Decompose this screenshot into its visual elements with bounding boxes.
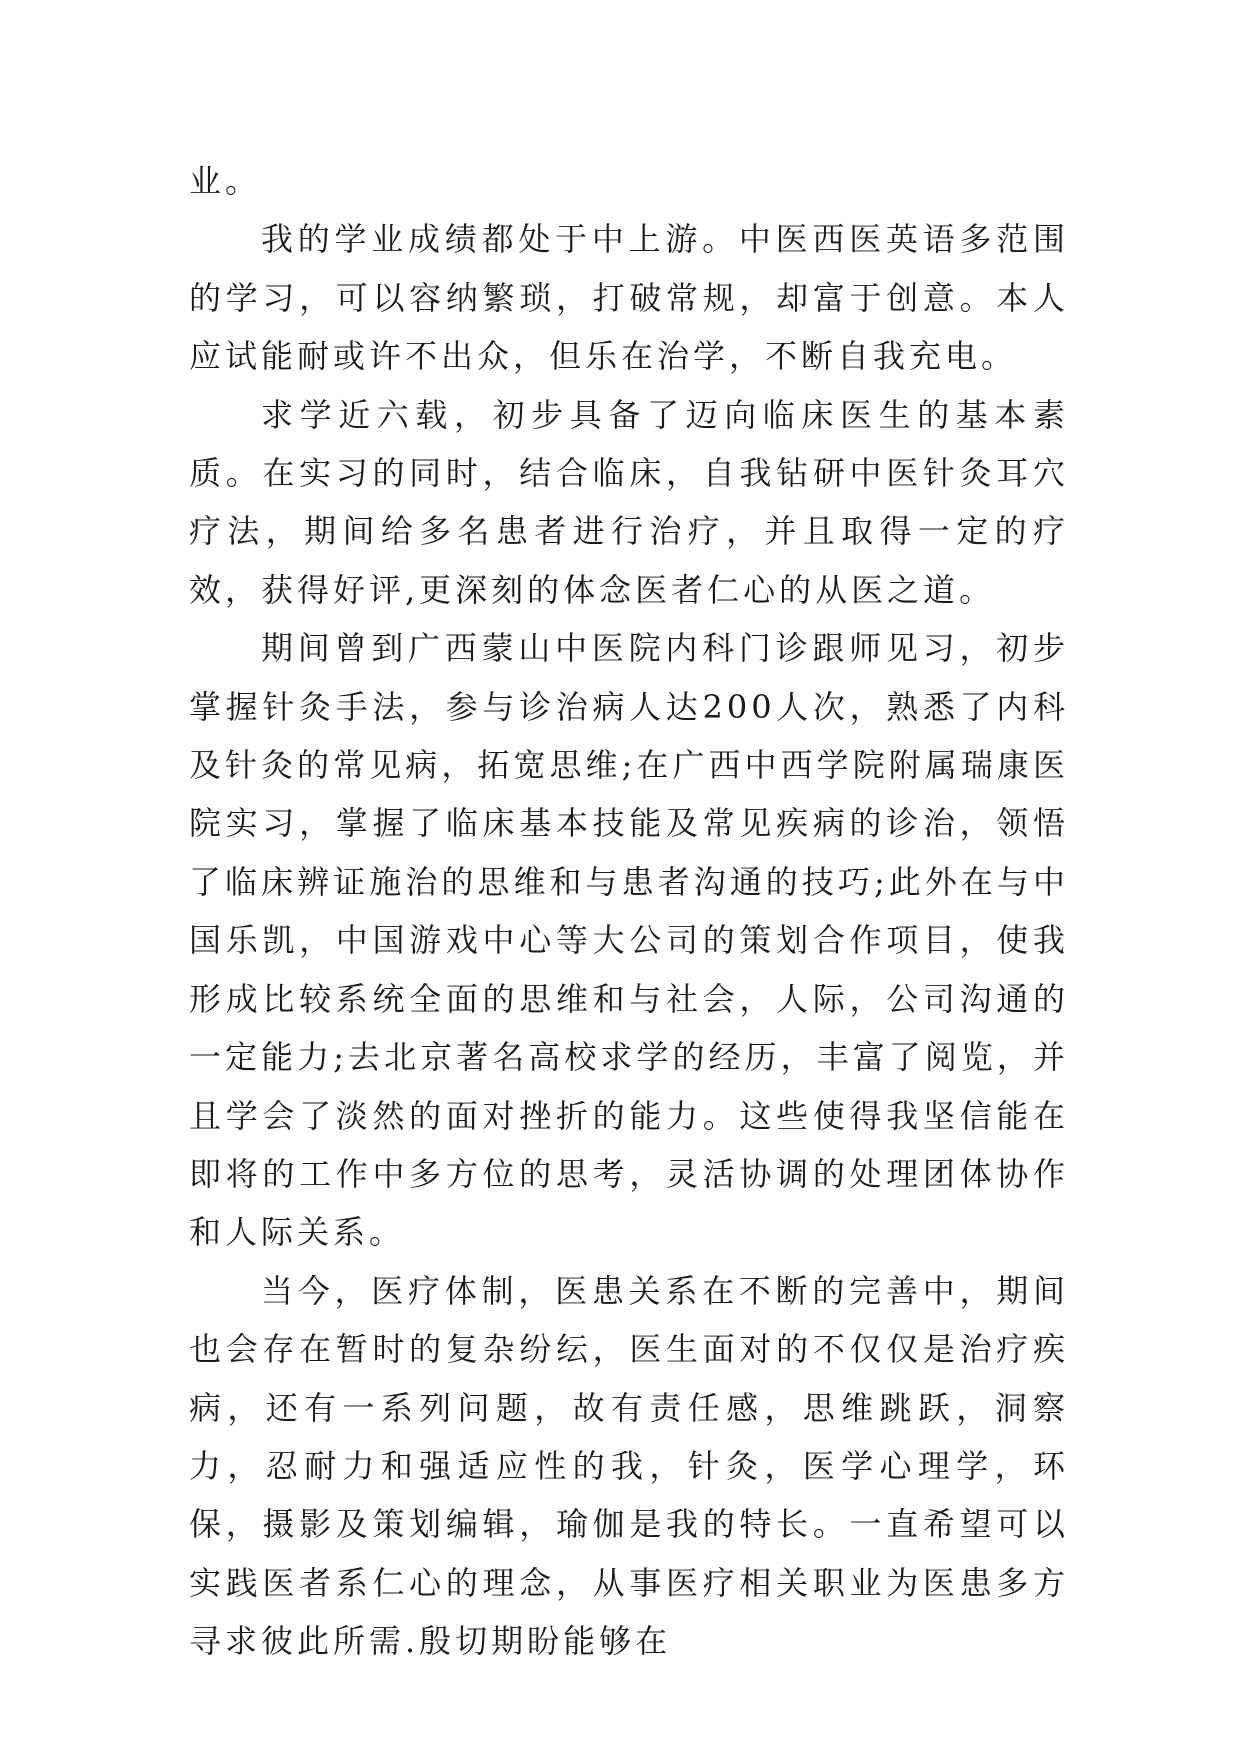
paragraph-academic-performance: 我的学业成绩都处于中上游。中医西医英语多范围的学习，可以容纳繁琐，打破常规，却富于创意。本人应试能耐或许不出众，但乐在治学，不断自我充电。	[189, 220, 1069, 376]
paragraph-career-goals: 当今，医疗体制，医患关系在不断的完善中，期间也会存在暂时的复杂纷纭，医生面对的不仅仅是治疗疾病，还有一系列问题，故有责任感，思维跳跃，洞察力，忍耐力和强适应性的我，针灸，医学心理学，环保，摄影及策划编辑，瑜伽是我的特长。一直希望可以实践医者系仁心的理念，从事医疗相关职业为医患多方寻求彼此所需.殷切期盼能够在	[189, 1271, 1069, 1661]
document-body	[189, 152, 1069, 1671]
paragraph-clinical-study: 求学近六载，初步具备了迈向临床医生的基本素质。在实习的同时，结合临床，自我钻研中医针灸耳穴疗法，期间给多名患者进行治疗，并且取得一定的疗效，获得好评,更深刻的体念医者仁心的从医之道。	[189, 395, 1069, 609]
paragraph-internship-experience: 期间曾到广西蒙山中医院内科门诊跟师见习，初步掌握针灸手法，参与诊治病人达200人次，熟悉了内科及针灸的常见病，拓宽思维;在广西中西学院附属瑞康医院实习，掌握了临床基本技能及常见疾病的诊治，领悟了临床辨证施治的思维和与患者沟通的技巧;此外在与中国乐凯，中国游戏中心等大公司的策划合作项目，使我形成比较系统全面的思维和与社会，人际，公司沟通的一定能力;去北京著名高校求学的经历，丰富了阅览，并且学会了淡然的面对挫折的能力。这些使得我坚信能在即将的工作中多方位的思考，灵活协调的处理团体协作和人际关系。	[189, 629, 1069, 1252]
paragraph-continuation: 业。	[189, 162, 262, 200]
